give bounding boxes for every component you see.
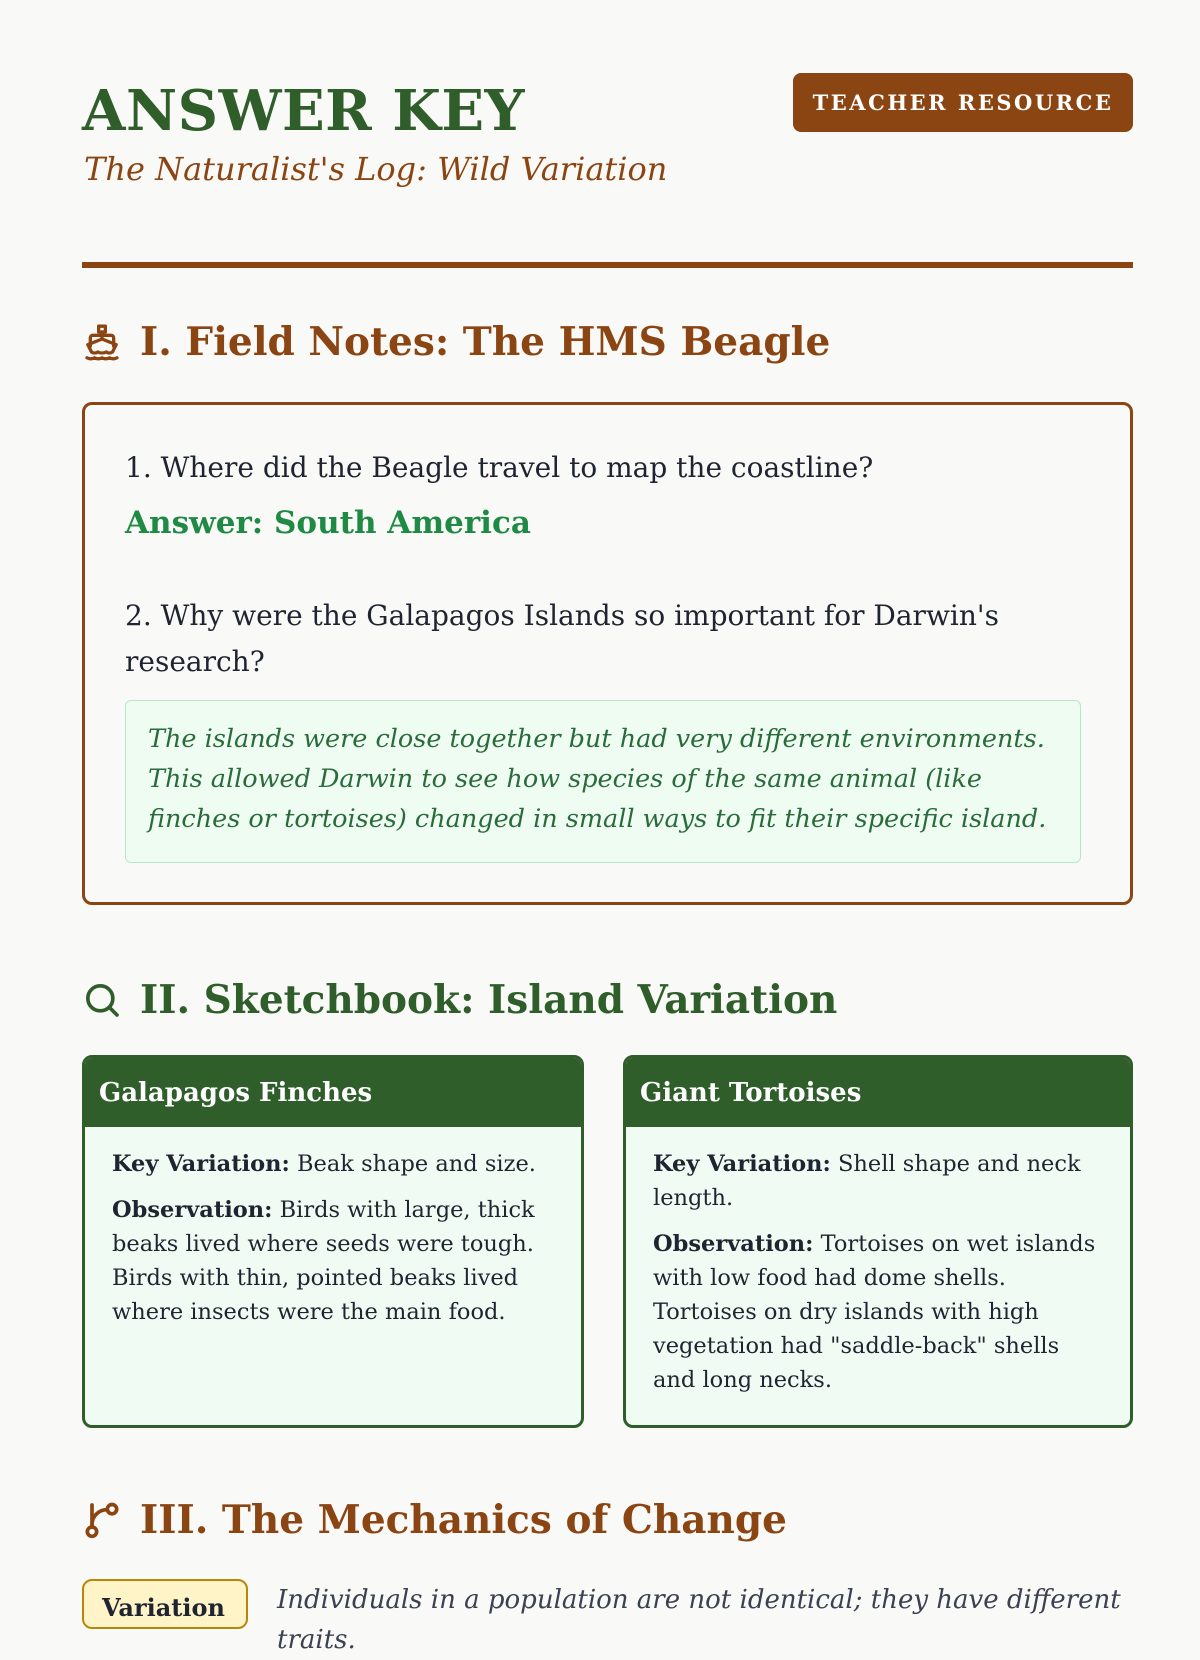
term-definition: Individuals in a population are not identical; they have different traits. (277, 1585, 1121, 1655)
page-title: ANSWER KEY (82, 78, 526, 144)
section-sketchbook-heading (82, 976, 838, 1023)
tortoises-card (623, 1055, 1133, 1428)
page-subtitle: The Naturalist's Log: Wild Variation (84, 150, 668, 188)
finches-card (82, 1055, 584, 1428)
answer-1: Answer: South America (125, 505, 531, 541)
section-field-notes-heading (82, 318, 831, 365)
header-divider (82, 262, 1133, 268)
observation: Observation: Birds with large, thick beaks lived where seeds were tough. Birds with thin, pointed beaks lived where insects were the main food. (112, 1197, 535, 1325)
key-variation: Key Variation: Shell shape and neck length. (653, 1151, 1081, 1211)
key-variation: Key Variation: Beak shape and size. (112, 1151, 536, 1177)
ship-icon (82, 322, 122, 362)
observation: Observation: Tortoises on wet islands with low food had dome shells. Tortoises on dry islands with high vegetation had "saddle-back" shells and long necks. (653, 1231, 1096, 1393)
header (82, 0, 1133, 268)
answer-2-box: The islands were close together but had very different environments. This allowed Darwin to see how species of the same animal (like finches or tortoises) changed in small ways to fit their specific island. (125, 700, 1081, 863)
teacher-resource-badge: TEACHER RESOURCE (793, 73, 1133, 132)
branch-icon (82, 1500, 122, 1540)
section-mechanics-heading (82, 1496, 787, 1543)
section-heading: I. Field Notes: The HMS Beagle (140, 318, 831, 365)
question-2: 2. Why were the Galapagos Islands so important for Darwin's research? (125, 599, 999, 678)
section-heading: II. Sketchbook: Island Variation (140, 976, 838, 1023)
question-1: 1. Where did the Beagle travel to map the coastline? (125, 451, 874, 484)
section-heading: III. The Mechanics of Change (140, 1496, 787, 1543)
card-title: Giant Tortoises (626, 1058, 1130, 1127)
search-icon (82, 980, 122, 1020)
worksheet-page (82, 0, 1133, 1655)
term-variation: Variation (82, 1579, 248, 1629)
card-title: Galapagos Finches (85, 1058, 581, 1127)
